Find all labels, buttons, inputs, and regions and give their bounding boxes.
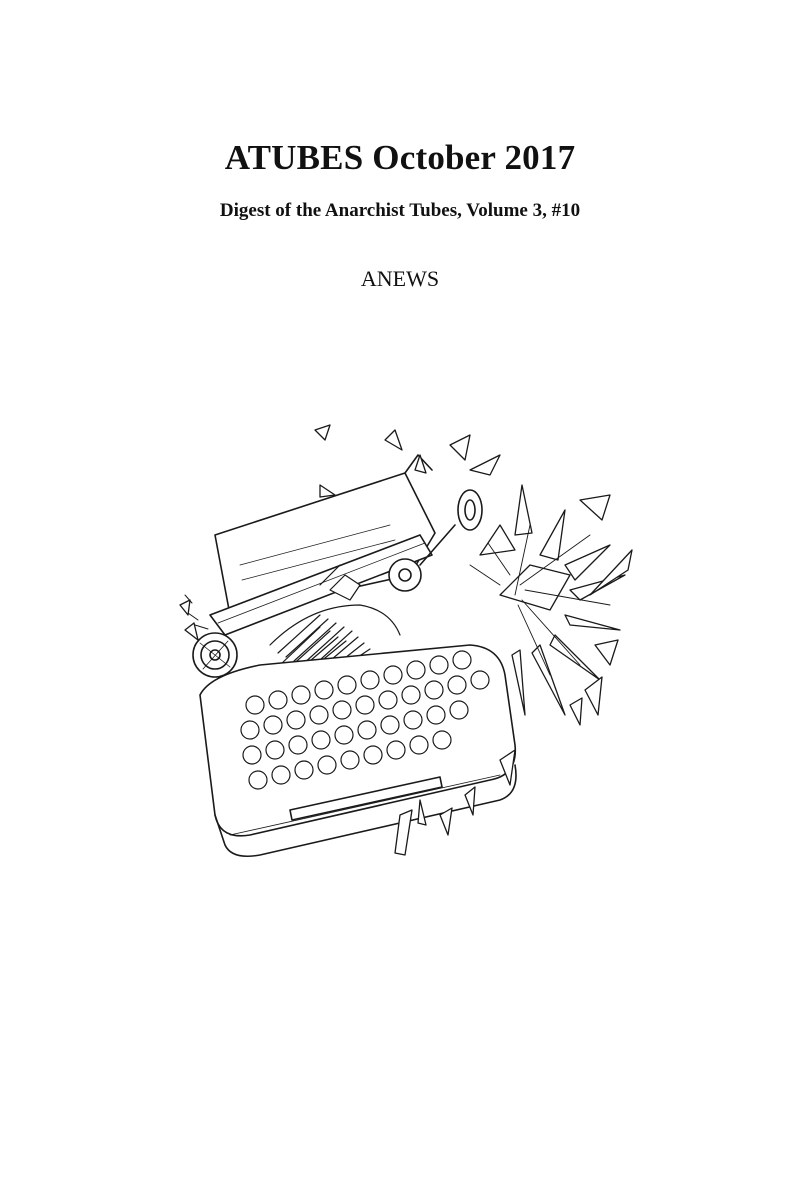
document-subtitle: Digest of the Anarchist Tubes, Volume 3, #10 <box>219 200 581 221</box>
document-title: ATUBES October 2017 <box>224 138 576 177</box>
typewriter-illustration <box>170 415 640 875</box>
document-author: ANEWS <box>360 266 440 291</box>
